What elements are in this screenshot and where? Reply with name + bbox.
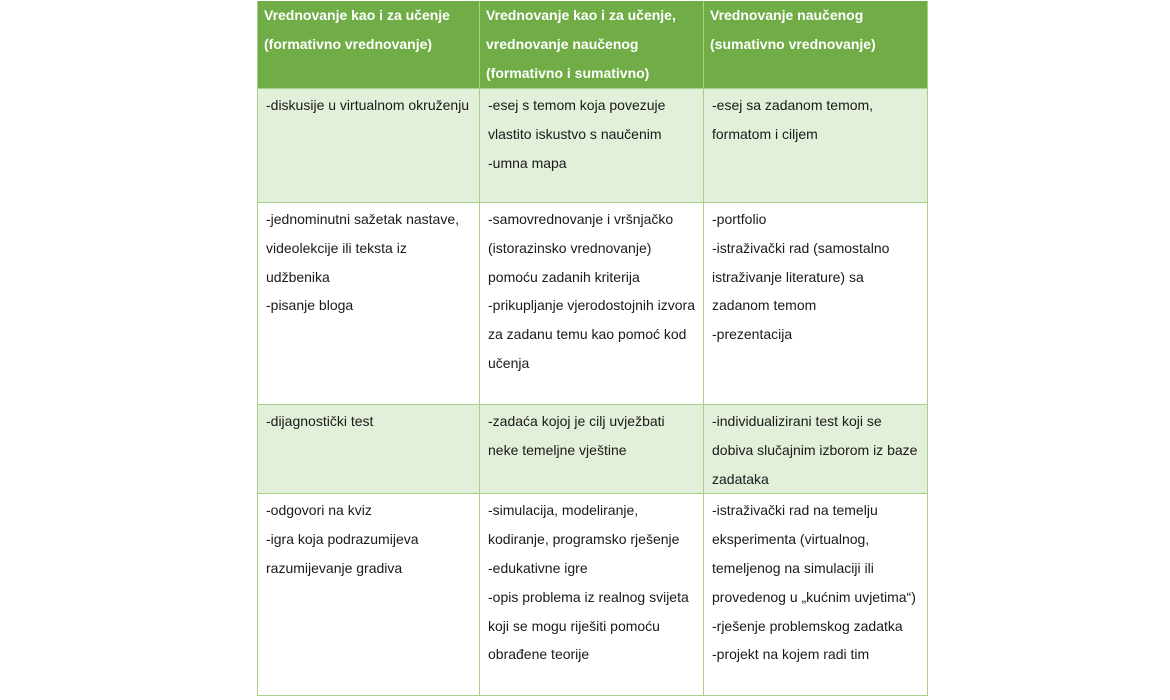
cell-line: -esej s temom koja povezuje vlastito iskustvo s naučenim xyxy=(488,97,666,142)
header-formative-summative: Vrednovanje kao i za učenje, vrednovanje naučenog (formativno i sumativno) xyxy=(480,1,704,89)
header-summative: Vrednovanje naučenog (sumativno vrednovanje) xyxy=(704,1,928,89)
table-row xyxy=(258,405,928,494)
cell-line: -jednominutni sažetak nastave, videolekcije ili teksta iz udžbenika xyxy=(266,211,459,285)
cell-line: -dijagnostički test xyxy=(266,413,374,429)
table-cell xyxy=(704,89,928,203)
assessment-table xyxy=(257,1,928,696)
table-cell xyxy=(480,494,704,696)
cell-line: -projekt na kojem radi tim xyxy=(712,646,870,663)
header-row xyxy=(258,1,928,89)
table-row xyxy=(258,203,928,405)
table-cell xyxy=(704,203,928,405)
cell-line: -esej sa zadanom temom, formatom i ciljem xyxy=(712,97,874,142)
cell-line: -samovrednovanje i vršnjačko (istorazinsko vrednovanje) pomoću zadanih kriterija xyxy=(488,211,674,285)
cell-line: -prikupljanje vjerodostojnih izvora za zadanu temu kao pomoć kod učenja xyxy=(488,297,695,371)
cell-line: -opis problema iz realnog svijeta koji se mogu riješiti pomoću obrađene teorije xyxy=(488,588,689,663)
cell-line: -zadaća kojoj je cilj uvježbati neke temeljne vještine xyxy=(488,413,665,458)
cell-line: -diskusije u virtualnom okruženju xyxy=(266,97,470,113)
table-cell xyxy=(258,405,480,494)
cell-line: -edukativne igre xyxy=(488,559,588,576)
cell-line: -simulacija, modeliranje, kodiranje, programsko rješenje xyxy=(488,502,680,548)
table-cell xyxy=(258,494,480,696)
table-cell xyxy=(704,405,928,494)
table-row xyxy=(258,494,928,696)
table-cell xyxy=(480,89,704,203)
cell-line: -prezentacija xyxy=(712,326,793,343)
cell-line: -portfolio xyxy=(712,211,767,227)
table-cell xyxy=(480,203,704,405)
table-row xyxy=(258,89,928,203)
table-cell xyxy=(258,203,480,405)
cell-line: -rješenje problemskog zadatka xyxy=(712,617,903,634)
cell-line: -istraživački rad na temelju eksperimenta (virtualnog, temeljenog na simulaciji ili provedenog u „kućnim uvjetima“) xyxy=(712,502,916,605)
cell-line: -odgovori na kviz xyxy=(266,502,372,519)
table-cell xyxy=(704,494,928,696)
cell-line: -igra koja podrazumijeva razumijevanje gradiva xyxy=(266,531,419,576)
header-formative: Vrednovanje kao i za učenje (formativno vrednovanje) xyxy=(258,1,480,89)
table-cell xyxy=(258,89,480,203)
cell-line: -umna mapa xyxy=(488,154,567,171)
cell-line: -istraživački rad (samostalno istraživanje literature) sa zadanom temom xyxy=(712,239,890,314)
table-cell xyxy=(480,405,704,494)
cell-line: -pisanje bloga xyxy=(266,297,354,314)
cell-line: -individualizirani test koji se dobiva slučajnim izborom iz baze zadataka xyxy=(712,413,918,487)
